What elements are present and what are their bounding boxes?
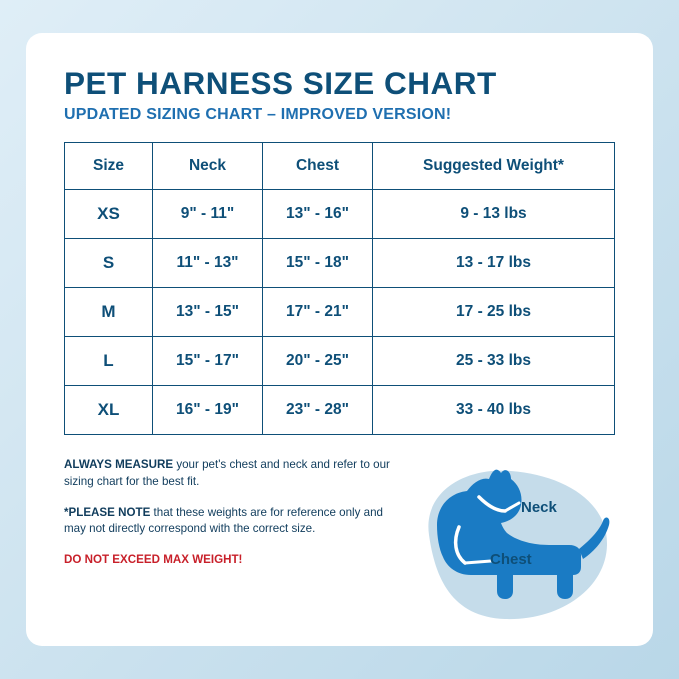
cell-size: M — [65, 288, 153, 337]
column-header-weight: Suggested Weight* — [373, 143, 615, 190]
cell-weight: 33 - 40 lbs — [373, 386, 615, 435]
page-title: PET HARNESS SIZE CHART — [64, 65, 497, 101]
note-please — [64, 505, 394, 539]
note-please-rest: that these weights are for reference only and may not directly correspond with the correct size. — [64, 505, 383, 536]
size-chart-table — [64, 142, 615, 435]
note-please-bold: *PLEASE NOTE — [64, 505, 151, 519]
cell-weight: 9 - 13 lbs — [373, 190, 615, 239]
cell-size: XL — [65, 386, 153, 435]
table-row — [65, 386, 615, 435]
note-measure — [64, 457, 394, 491]
table-header-row — [65, 143, 615, 190]
column-header-neck: Neck — [153, 143, 263, 190]
page-subtitle: UPDATED SIZING CHART – IMPROVED VERSION! — [64, 106, 452, 124]
cell-chest: 20" - 25" — [263, 337, 373, 386]
note-measure-rest: your pet's chest and neck and refer to our sizing chart for the best fit. — [64, 458, 390, 488]
cell-neck: 15" - 17" — [153, 337, 263, 386]
cell-size: XS — [65, 190, 153, 239]
cell-neck: 16" - 19" — [153, 386, 263, 435]
table-row — [65, 288, 615, 337]
note-measure-bold: ALWAYS MEASURE — [64, 458, 174, 472]
cell-chest: 23" - 28" — [263, 386, 373, 435]
table-row — [65, 337, 615, 386]
cell-weight: 25 - 33 lbs — [373, 337, 615, 386]
dog-illustration-svg — [393, 463, 623, 628]
cell-weight: 17 - 25 lbs — [373, 288, 615, 337]
cell-chest: 13" - 16" — [263, 190, 373, 239]
chest-measure-leader — [465, 561, 491, 563]
size-chart-card — [26, 33, 653, 646]
table-row — [65, 190, 615, 239]
cell-neck: 13" - 15" — [153, 288, 263, 337]
dog-illustration — [393, 463, 623, 628]
cell-weight: 13 - 17 lbs — [373, 239, 615, 288]
chest-label: Chest — [490, 551, 532, 568]
notes-section — [64, 457, 394, 569]
note-warning: DO NOT EXCEED MAX WEIGHT! — [64, 553, 243, 567]
cell-chest: 17" - 21" — [263, 288, 373, 337]
column-header-size: Size — [65, 143, 153, 190]
cell-neck: 9" - 11" — [153, 190, 263, 239]
cell-size: S — [65, 239, 153, 288]
column-header-chest: Chest — [263, 143, 373, 190]
table-row — [65, 239, 615, 288]
cell-size: L — [65, 337, 153, 386]
cell-chest: 15" - 18" — [263, 239, 373, 288]
cell-neck: 11" - 13" — [153, 239, 263, 288]
neck-label: Neck — [521, 499, 557, 516]
